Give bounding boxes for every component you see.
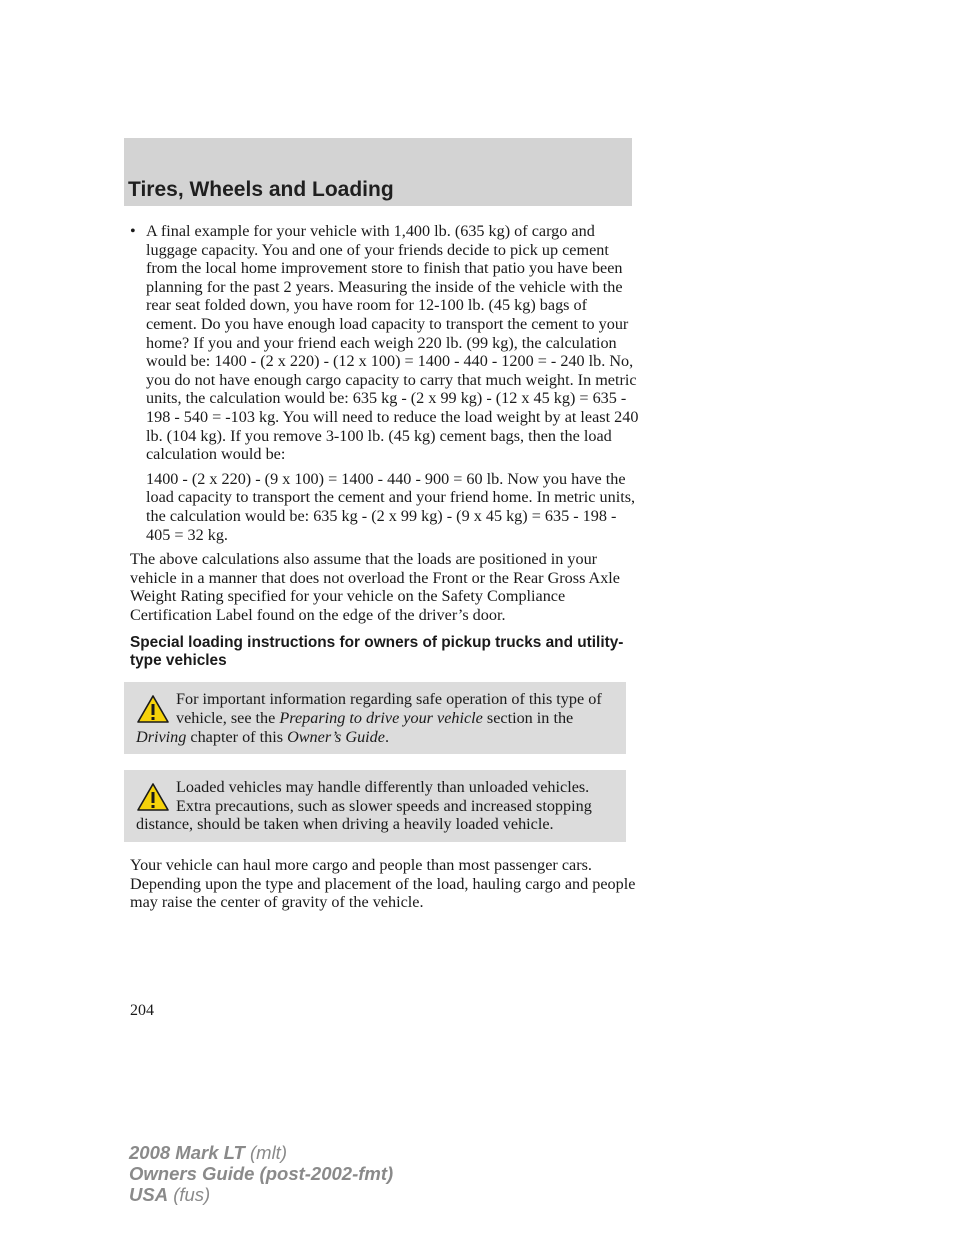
paragraph-haul-cargo: Your vehicle can haul more cargo and people than most passenger cars. Depending upon the type and placement of the load, hauling cargo and people may raise the center of gravity of the vehicle.	[130, 856, 636, 912]
footer-line-market	[129, 1184, 393, 1205]
footer-model-code: (mlt)	[250, 1142, 287, 1163]
warning-text-part: section in the	[486, 709, 574, 728]
paragraph-calculations: The above calculations also assume that the loads are positioned in your vehicle in a manner that does not overload the Front or the Rear Gross Axle Weight Rating specified for your vehicle on the Safety Compliance Certification Label found on the edge of the driver’s door.	[130, 550, 620, 624]
footer-model: 2008 Mark LT	[129, 1142, 245, 1163]
footer-market-code: (fus)	[173, 1184, 211, 1205]
bullet-text: A final example for your vehicle with 1,400 lb. (635 kg) of cargo and luggage capacity. You and one of your friends decide to pick up cement from the local home improvement store to finish that patio you have been planning for the past 2 years. Measuring the inside of the vehicle with the rear seat folded down, you have room for 12-100 lb. (45 kg) bags of cement. Do you have enough load capacity to transport the cement to your home? If you and your friend each weigh 220 lb. (99 kg), the calculation would be: 1400 - (2 x 220) - (12 x 100) = 1400 - 440 - 1200 = - 240 lb. No, you do not have enough cargo capacity to carry that much weight. In metric units, the calculation would be: 635 kg - (2 x 99 kg) - (12 x 45 kg) = 635 - 198 - 540 = -103 kg. You will need to reduce the load weight by at least 240 lb. (104 kg). If you remove 3-100 lb. (45 kg) cement bags, then the load calculation would be:	[146, 222, 639, 464]
footer-market: USA	[129, 1184, 169, 1205]
warning-box-loaded-vehicles	[124, 770, 626, 842]
warning-text-safe-operation	[136, 690, 618, 746]
page-content	[130, 222, 640, 912]
reference-driving-chapter: Driving	[136, 727, 187, 746]
subheading-special-loading: Special loading instructions for owners of pickup trucks and utility-type vehicles	[130, 634, 624, 670]
footer-document-info	[129, 1142, 393, 1205]
warning-triangle-icon	[136, 782, 172, 814]
bullet-marker: •	[130, 222, 136, 240]
warning-text-end: .	[384, 727, 389, 746]
warning-text-part: chapter of this	[190, 727, 284, 746]
bullet-continuation: 1400 - (2 x 220) - (9 x 100) = 1400 - 440 - 900 = 60 lb. Now you have the load capacity to transport the cement and your friend home. In metric units, the calculation would be: 635 kg - (2 x 99 kg) - (9 x 45 kg) = 635 - 198 - 405 = 32 kg.	[146, 469, 636, 544]
bullet-item	[130, 222, 640, 464]
reference-owners-guide: Owner’s Guide	[287, 727, 385, 746]
section-title: Tires, Wheels and Loading	[128, 178, 394, 201]
footer-line-model	[129, 1142, 393, 1163]
warning-box-safe-operation	[124, 682, 626, 754]
warning-text-loaded-vehicles: Loaded vehicles may handle differently than unloaded vehicles. Extra precautions, such as slower speeds and increased stopping distance, should be taken when driving a heavily loaded vehicle.	[136, 778, 592, 834]
warning-triangle-icon	[136, 694, 172, 726]
page-number: 204	[130, 1002, 154, 1019]
reference-preparing-to-drive: Preparing to drive your vehicle	[279, 709, 483, 728]
warning-text-part: For important information regarding safe operation of this type of vehicle, see the	[176, 690, 602, 728]
footer-line-guide: Owners Guide (post-2002-fmt)	[129, 1163, 394, 1184]
